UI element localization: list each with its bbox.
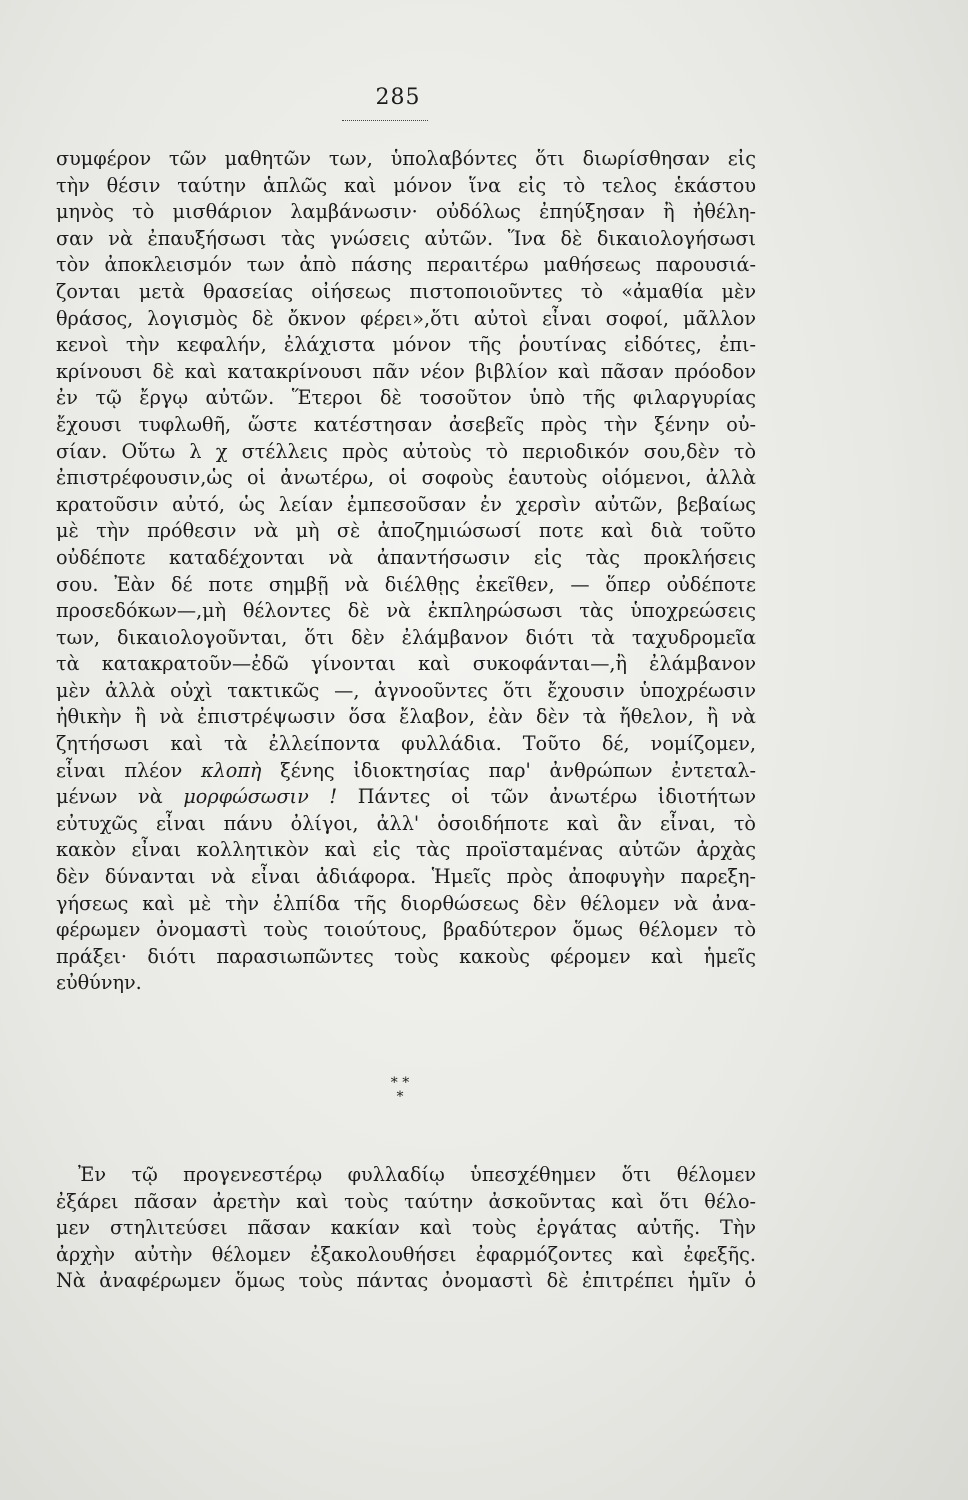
text-line: σίαν. Οὕτω λ χ στέλλεις πρὸς αὐτοὺς τὸ περιοδικόν σου,δὲν τὸ [56, 439, 756, 463]
text-line: γήσεως καὶ μὲ τὴν ἐλπίδα τῆς διορθώσεως δὲν θέλομεν νὰ ἀνα- [56, 891, 756, 915]
text-line: μὲ τὴν πρόθεσιν νὰ μὴ σὲ ἀποζημιώσωσί ποτε καὶ διὰ τοῦτο [56, 519, 756, 543]
text-line: ἐν τῷ ἔργῳ αὐτῶν. Ἕτεροι δὲ τοσοῦτον ὑπὸ τῆς φιλαργυρίας [56, 386, 756, 410]
text-segment: Πάντες οἱ τῶν ἀνωτέρω ἰδιοτήτων [337, 785, 756, 809]
asterisk-single: * [396, 1089, 404, 1105]
text-line: ἀρχὴν αὐτὴν θέλομεν ἐξακολουθήσει ἐφαρμόζοντες καὶ ἐφεξῆς. [56, 1242, 756, 1266]
text-line: εὐθύνην. [56, 971, 142, 995]
text-line: φέρωμεν ὀνομαστὶ τοὺς τοιούτους, βραδύτερον ὅμως θέλομεν τὸ [56, 918, 756, 942]
text-line: οὐδέποτε καταδέχονται νὰ ἀπαντήσωσιν εἰς τὰς προκλήσεις [56, 545, 756, 569]
text-line: ζητήσωσι καὶ τὰ ἐλλείποντα φυλλάδια. Τοῦτο δέ, νομίζομεν, [56, 732, 756, 756]
section-separator-asterisks [360, 1076, 440, 1104]
text-line: ἔχουσι τυφλωθῆ, ὥστε κατέστησαν ἀσεβεῖς πρὸς τὴν ξένην οὐ- [56, 412, 756, 436]
text-line: συμφέρον τῶν μαθητῶν των, ὑπολαβόντες ὅτι διωρίσθησαν εἰς [56, 147, 756, 170]
text-line: κρίνουσι δὲ καὶ κατακρίνουσι πᾶν νέον βιβλίον καὶ πᾶσαν πρόοδον [56, 359, 756, 383]
page-number: 285 [375, 85, 421, 110]
text-line: Ἐν τῷ προγενεστέρῳ φυλλαδίῳ ὑπεσχέθημεν ὅτι θέλομεν [78, 1163, 756, 1186]
text-line: προσεδόκων—,μὴ θέλοντες δὲ νὰ ἐκπληρώσωσι τὰς ὑποχρεώσεις [56, 599, 756, 623]
text-line: σαν νὰ ἐπαυξήσωσι τὰς γνώσεις αὐτῶν. Ἵνα δὲ δικαιολογήσωσι [56, 226, 756, 250]
text-line: μεν στηλιτεύσει πᾶσαν κακίαν καὶ τοὺς ἐργάτας αὐτῆς. Τὴν [56, 1216, 756, 1240]
asterisk-pair: * * [390, 1075, 410, 1091]
text-line: Νὰ ἀναφέρωμεν ὅμως τοὺς πάντας ὀνομαστὶ δὲ ἐπιτρέπει ἡμῖν ὁ [56, 1269, 756, 1293]
text-line: δὲν δύνανται νὰ εἶναι ἀδιάφορα. Ἡμεῖς πρὸς ἀποφυγὴν παρεξη- [56, 865, 756, 889]
text-line: τὰ κατακρατοῦν—ἐδῶ γίνονται καὶ συκοφάνται—,ἢ ἐλάμβανον [56, 652, 756, 676]
text-line: των, δικαιολογοῦνται, ὅτι δὲν ἐλάμβανον διότι τὰ ταχυδρομεῖα [56, 625, 756, 649]
paragraph-2 [56, 1162, 756, 1295]
text-line: ἐξάρει πᾶσαν ἀρετὴν καὶ τοὺς ταύτην ἀσκοῦντας καὶ ὅτι θέλο- [56, 1189, 756, 1213]
emphasized-word: κλοπὴ [201, 758, 262, 782]
page-number-rule [342, 120, 428, 121]
text-line: μὲν ἀλλὰ οὐχὶ τακτικῶς —, ἀγνοοῦντες ὅτι ἔχουσιν ὑποχρέωσιν [56, 678, 756, 702]
text-line: κακὸν εἶναι κολλητικὸν καὶ εἰς τὰς προϊσταμένας αὐτῶν ἀρχὰς [56, 838, 756, 862]
text-line: ζονται μετὰ θρασείας οἰήσεως πιστοποιοῦντες τὸ «ἀμαθία μὲν [56, 279, 756, 303]
text-line-with-emphasis [56, 784, 756, 811]
paragraph-1 [56, 146, 756, 997]
text-line: μηνὸς τὸ μισθάριον λαμβάνωσιν· οὐδόλως ἐπηύξησαν ἢ ἠθέλη- [56, 200, 756, 224]
emphasized-word: μορφώσωσιν ! [183, 785, 338, 809]
text-line: τὴν θέσιν ταύτην ἁπλῶς καὶ μόνον ἵνα εἰς τὸ τελος ἑκάστου [56, 173, 756, 197]
text-line: ἐπιστρέφουσιν,ὡς οἱ ἀνωτέρω, οἱ σοφοὺς ἑαυτοὺς οἰόμενοι, ἀλλὰ [56, 466, 756, 490]
text-line: κενοὶ τὴν κεφαλήν, ἐλάχιστα μόνον τῆς ῥουτίνας εἰδότες, ἐπι- [56, 333, 756, 357]
text-line: θράσος, λογισμὸς δὲ ὄκνον φέρει»,ὅτι αὐτοὶ εἶναι σοφοί, μᾶλλον [56, 306, 756, 330]
text-segment: ξένης ἰδιοκτησίας παρ' ἀνθρώπων ἐντεταλ- [261, 758, 756, 782]
text-segment: μένων νὰ [56, 785, 184, 809]
text-line: κρατοῦσιν αὐτό, ὡς λείαν ἐμπεσοῦσαν ἐν χερσὶν αὐτῶν, βεβαίως [56, 492, 756, 516]
text-line: σου. Ἐὰν δέ ποτε σημβῇ νὰ διέλθῃς ἐκεῖθεν, — ὅπερ οὐδέποτε [56, 572, 756, 596]
text-line-with-emphasis [56, 758, 756, 785]
text-line: πράξει· διότι παρασιωπῶντες τοὺς κακοὺς φέρομεν καὶ ἡμεῖς [56, 944, 756, 968]
text-line: ἠθικὴν ἢ νὰ ἐπιστρέψωσιν ὅσα ἔλαβον, ἐὰν δὲν τὰ ἤθελον, ἢ νὰ [56, 705, 756, 729]
text-line: εὐτυχῶς εἶναι πάνυ ὀλίγοι, ἀλλ' ὁσοιδήποτε καὶ ἂν εἶναι, τὸ [56, 811, 756, 835]
text-line: τὸν ἀποκλεισμόν των ἀπὸ πάσης περαιτέρω μαθήσεως παρουσιά- [56, 253, 756, 277]
text-segment: εἶναι πλέον [56, 758, 202, 782]
